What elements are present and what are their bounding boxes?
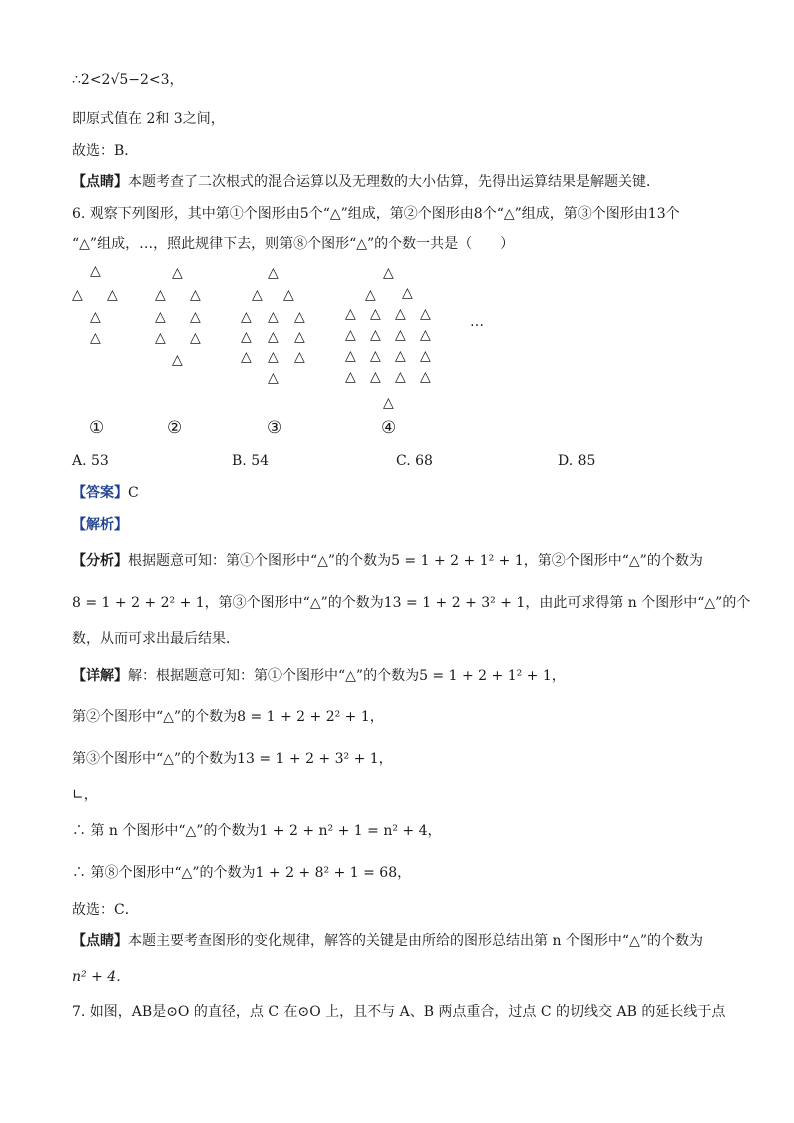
- detail-line3: 第③个图形中“△”的个数为13 = 1 + 2 + 3² + 1，: [72, 751, 393, 767]
- answer-line: [72, 484, 139, 502]
- q6-stem-line1: 6. 观察下列图形，其中第①个图形由5个“△”组成，第②个图形由8个“△”组成，第③个图形由13个: [72, 206, 680, 222]
- answer-tag: 【答案】: [72, 485, 128, 501]
- analysis-tag: 【解析】: [72, 517, 128, 533]
- option-a: A. 53: [72, 453, 109, 469]
- triangle-icon: △: [190, 330, 201, 346]
- figure-label-2: ②: [167, 418, 183, 438]
- triangle-icon: △: [383, 395, 394, 411]
- figure-label-1: ①: [89, 418, 105, 438]
- line-inequality: ∴2<2√5−2<3，: [72, 72, 184, 88]
- comment-tag: 【点睛】: [72, 933, 128, 949]
- triangle-icon: △: [345, 369, 356, 385]
- detail-line5: ∴ 第 n 个图形中“△”的个数为1 + 2 + n² + 1 = n² + 4，: [72, 823, 442, 839]
- triangle-icon: △: [383, 265, 394, 281]
- figure-ellipsis: …: [470, 314, 484, 330]
- triangle-icon: △: [294, 329, 305, 345]
- triangle-icon: △: [241, 309, 252, 325]
- line-choose-b: 故选：B．: [72, 143, 139, 159]
- triangle-icon: △: [155, 287, 166, 303]
- triangle-icon: △: [370, 369, 381, 385]
- triangle-icon: △: [395, 348, 406, 364]
- triangle-icon: △: [345, 348, 356, 364]
- comment-text1: 本题主要考查图形的变化规律，解答的关键是由所给的图形总结出第 n 个图形中“△”的个数为: [128, 933, 703, 949]
- comment-text: 本题考查了二次根式的混合运算以及无理数的大小估算，先得出运算结果是解题关键．: [128, 174, 660, 190]
- triangle-icon: △: [395, 327, 406, 343]
- triangle-icon: △: [268, 370, 279, 386]
- triangle-icon: △: [172, 265, 183, 281]
- triangle-icon: △: [395, 306, 406, 322]
- figure-label-3: ③: [267, 418, 283, 438]
- triangle-icon: △: [268, 265, 279, 281]
- triangle-icon: △: [345, 327, 356, 343]
- detail-line6: ∴ 第⑧个图形中“△”的个数为1 + 2 + 8² + 1 = 68，: [72, 865, 412, 881]
- fenxi-tag: 【分析】: [72, 553, 128, 569]
- detail-tag: 【详解】: [72, 668, 128, 684]
- triangle-icon: △: [420, 306, 431, 322]
- comment-tag: 【点睛】: [72, 174, 128, 190]
- triangle-icon: △: [370, 348, 381, 364]
- triangle-icon: △: [107, 287, 118, 303]
- option-c: C. 68: [396, 453, 433, 469]
- triangle-icon: △: [294, 309, 305, 325]
- q6-stem-line2: “△”组成，…，照此规律下去，则第⑧个图形“△”的个数一共是（ ）: [72, 236, 515, 252]
- fenxi-line3: 数，从而可求出最后结果．: [72, 631, 240, 647]
- triangle-icon: △: [395, 369, 406, 385]
- triangle-icon: △: [420, 348, 431, 364]
- triangle-icon: △: [268, 349, 279, 365]
- triangle-icon: △: [420, 369, 431, 385]
- triangle-icon: △: [268, 309, 279, 325]
- detail-line1: [72, 667, 566, 685]
- triangle-icon: △: [190, 287, 201, 303]
- triangle-icon: △: [283, 287, 294, 303]
- triangle-icon: △: [252, 287, 263, 303]
- triangle-icon: △: [345, 306, 356, 322]
- triangle-icon: △: [268, 329, 279, 345]
- triangle-icon: △: [370, 306, 381, 322]
- line-value-range: 即原式值在 2和 3之间，: [72, 111, 225, 127]
- analysis-heading: [72, 516, 128, 534]
- triangle-icon: △: [402, 285, 413, 301]
- fenxi-line2: 8 = 1 + 2 + 2² + 1，第③个图形中“△”的个数为13 = 1 + 2 + 3² + 1，由此可求得第 n 个图形中“△”的个: [72, 595, 751, 611]
- fenxi-line1: [72, 552, 703, 570]
- answer-value: C: [128, 485, 139, 501]
- triangle-icon: △: [90, 309, 101, 325]
- figure-label-4: ④: [381, 418, 397, 438]
- q5-comment: [72, 173, 660, 191]
- triangle-icon: △: [155, 309, 166, 325]
- fenxi-text1: 根据题意可知：第①个图形中“△”的个数为5 = 1 + 2 + 1² + 1，第②个图形中“△”的个数为: [128, 553, 703, 569]
- option-b: B. 54: [232, 453, 270, 469]
- triangle-icon: △: [365, 287, 376, 303]
- triangle-icon: △: [90, 330, 101, 346]
- triangle-icon: △: [241, 349, 252, 365]
- triangle-icon: △: [90, 263, 101, 279]
- triangle-icon: △: [370, 327, 381, 343]
- option-d: D. 85: [558, 453, 596, 469]
- detail-line2: 第②个图形中“△”的个数为8 = 1 + 2 + 2² + 1，: [72, 709, 384, 725]
- triangle-icon: △: [294, 349, 305, 365]
- triangle-icon: △: [155, 330, 166, 346]
- triangle-icon: △: [72, 287, 83, 303]
- q6-comment-line2: n² + 4．: [72, 969, 131, 985]
- triangle-icon: △: [190, 309, 201, 325]
- triangle-icon: △: [241, 329, 252, 345]
- triangle-icon: △: [172, 352, 183, 368]
- triangle-icon: △: [420, 327, 431, 343]
- detail-line7: 故选：C．: [72, 902, 139, 918]
- q7-stem: 7. 如图，AB是⊙O 的直径，点 C 在⊙O 上，且不与 A、B 两点重合，过点 C 的切线交 AB 的延长线于点: [72, 1004, 726, 1020]
- detail-text1: 解：根据题意可知：第①个图形中“△”的个数为5 = 1 + 2 + 1² + 1，: [128, 668, 566, 684]
- q6-comment-line1: [72, 932, 703, 950]
- detail-line4: ∟，: [72, 787, 98, 803]
